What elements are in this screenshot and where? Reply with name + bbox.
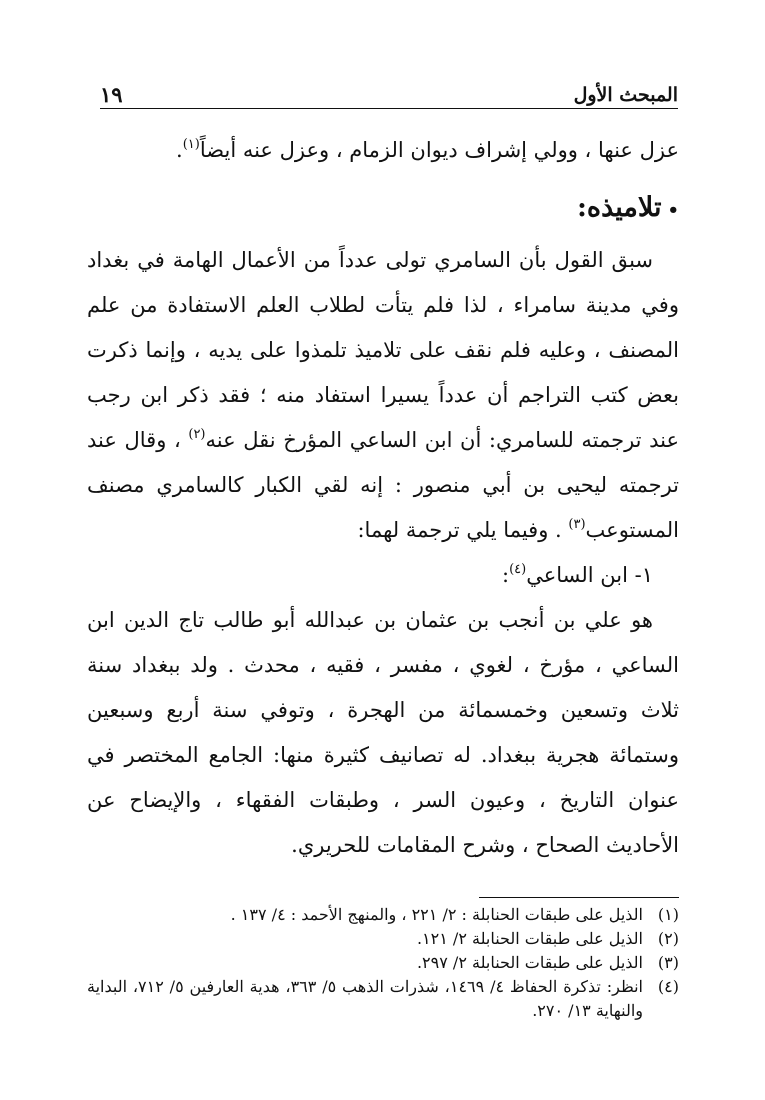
footnote-number: (٣): [657, 953, 679, 972]
footnote-ref-1[interactable]: (١): [182, 137, 200, 152]
footnotes: [87, 903, 679, 1023]
page-header: [100, 84, 678, 109]
footnote-item: [87, 903, 679, 927]
footnote-number: (١): [657, 905, 679, 924]
opening-text: عزل عنها ، وولي إشراف ديوان الزمام ، وعزل عنه أيضاً: [199, 138, 679, 162]
footnote-text: الذيل على طبقات الحنابلة ٢/ ٢٩٧.: [416, 953, 643, 972]
opening-end: .: [176, 138, 183, 162]
sub-heading-text: ١- ابن الساعي: [526, 563, 653, 587]
students-text-3: . وفيما يلي ترجمة لهما:: [357, 518, 562, 542]
footnote-text: انظر: تذكرة الحفاظ ٤/ ١٤٦٩، شذرات الذهب ٥/ ٣٦٣، هدية العارفين ٥/ ٧١٢، البداية والنهاية ١٣/ ٢٧٠.: [87, 977, 643, 1020]
biography-paragraph: هو علي بن أنجب بن عثمان بن عبدالله أبو طالب تاج الدين ابن الساعي ، مؤرخ ، لغوي ، مفسر ، فقيه ، محدث . ولد ببغداد سنة ثلاث وتسعين وخمسمائة من الهجرة ، وتوفي سنة أربع وسبعين وستمائة هجرية ببغداد. له تصانيف كثيرة منها: الجامع المختصر في عنوان التاريخ ، وعيون السر ، وطبقات الفقهاء ، والإيضاح عن الأحاديث الصحاح ، وشرح المقامات للحريري.: [87, 608, 679, 857]
footnote-item: [87, 951, 679, 975]
page-number: ١٩: [100, 82, 123, 107]
bullet-icon: •: [667, 200, 679, 221]
footnote-divider: [479, 897, 679, 898]
section-heading: [87, 183, 679, 236]
footnote-number: (٤): [657, 977, 679, 996]
footnote-ref-2[interactable]: (٢): [188, 427, 206, 442]
footnote-ref-3[interactable]: (٣): [568, 517, 586, 532]
main-text: [87, 128, 679, 868]
students-text-2: ، وقال عند ترجمته ليحيى بن أبي منصور : إنه لقي الكبار كالسامري مصنف المستوعب: [87, 428, 679, 542]
opening-paragraph: [87, 128, 679, 173]
students-text-1: سبق القول بأن السامري تولى عدداً من الأعمال الهامة في بغداد وفي مدينة سامراء ، لذا فلم يتأت لطلاب العلم الاستفادة من علم المصنف ، وعليه فلم نقف على تلاميذ تلمذوا على يديه ، وإنما ذكرت بعض كتب التراجم أن عدداً يسيرا استفاد منه ؛ فقد ذكر ابن رجب عند ترجمته للسامري: أن ابن الساعي المؤرخ نقل عنه: [87, 248, 679, 452]
footnote-number: (٢): [657, 929, 679, 948]
footnote-item: [87, 927, 679, 951]
section-heading-text: تلاميذه:: [576, 192, 662, 223]
students-paragraph: [87, 238, 679, 553]
sub-heading-end: :: [501, 563, 510, 587]
footnote-item: [87, 975, 679, 1023]
sub-heading: [87, 553, 679, 598]
footnote-text: الذيل على طبقات الحنابلة : ٢/ ٢٢١ ، والمنهج الأحمد : ٤/ ١٣٧ .: [230, 905, 643, 924]
running-title: المبحث الأول: [573, 84, 678, 106]
footnote-text: الذيل على طبقات الحنابلة ٢/ ١٢١.: [416, 929, 643, 948]
footnote-ref-4[interactable]: (٤): [509, 562, 527, 577]
